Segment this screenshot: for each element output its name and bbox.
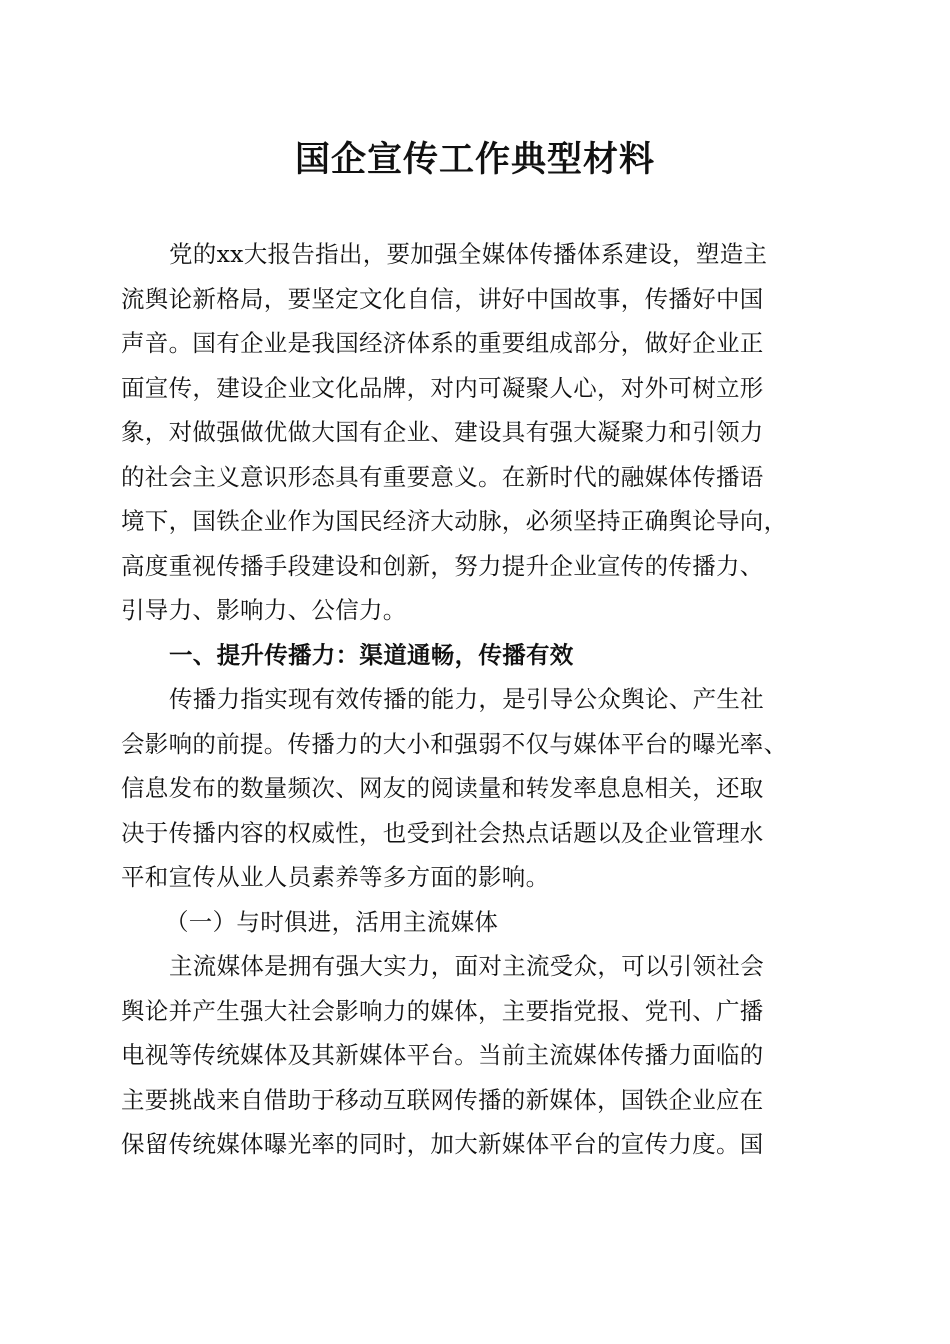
body-text-line: 传播力指实现有效传播的能力，是引导公众舆论、产生社 [169, 685, 764, 713]
body-text-line: 决于传播内容的权威性，也受到社会热点话题以及企业管理水 [121, 818, 764, 847]
body-text-line: 主流媒体是拥有强大实力，面对主流受众，可以引领社会 [169, 952, 764, 980]
body-text-line: 信息发布的数量频次、网友的阅读量和转发率息息相关，还取 [121, 774, 764, 802]
subsection-heading: （一）与时俱进，活用主流媒体 [165, 907, 499, 936]
body-text-line: 高度重视传播手段建设和创新，努力提升企业宣传的传播力、 [121, 551, 764, 580]
body-text-line: 电视等传统媒体及其新媒体平台。当前主流媒体传播力面临的 [121, 1041, 764, 1069]
body-text-line: 舆论并产生强大社会影响力的媒体，主要指党报、党刊、广播 [121, 996, 764, 1025]
body-text-line: 会影响的前提。传播力的大小和强弱不仅与媒体平台的曝光率、 [121, 729, 788, 758]
body-text-line: 声音。国有企业是我国经济体系的重要组成部分，做好企业正 [121, 329, 764, 357]
body-text-line: 面宣传，建设企业文化品牌，对内可凝聚人心，对外可树立形 [121, 373, 764, 402]
body-text-line: 平和宣传从业人员素养等多方面的影响。 [121, 863, 550, 891]
section-heading: 一、提升传播力：渠道通畅，传播有效 [169, 640, 574, 669]
body-text-line: 的社会主义意识形态具有重要意义。在新时代的融媒体传播语 [121, 462, 764, 491]
document-body [121, 232, 833, 1167]
document-title: 国企宣传工作典型材料 [294, 140, 655, 180]
body-text-line: 保留传统媒体曝光率的同时，加大新媒体平台的宣传力度。国 [121, 1130, 764, 1158]
body-text-line: 党的xx大报告指出，要加强全媒体传播体系建设，塑造主 [169, 240, 768, 268]
body-text-line: 流舆论新格局，要坚定文化自信，讲好中国故事，传播好中国 [121, 284, 764, 313]
body-text-line: 象，对做强做优做大国有企业、建设具有强大凝聚力和引领力 [121, 418, 764, 446]
body-text-line: 主要挑战来自借助于移动互联网传播的新媒体，国铁企业应在 [121, 1085, 764, 1114]
body-text-line: 境下，国铁企业作为国民经济大动脉，必须坚持正确舆论导向， [121, 507, 788, 535]
body-text-line: 引导力、影响力、公信力。 [121, 596, 407, 624]
